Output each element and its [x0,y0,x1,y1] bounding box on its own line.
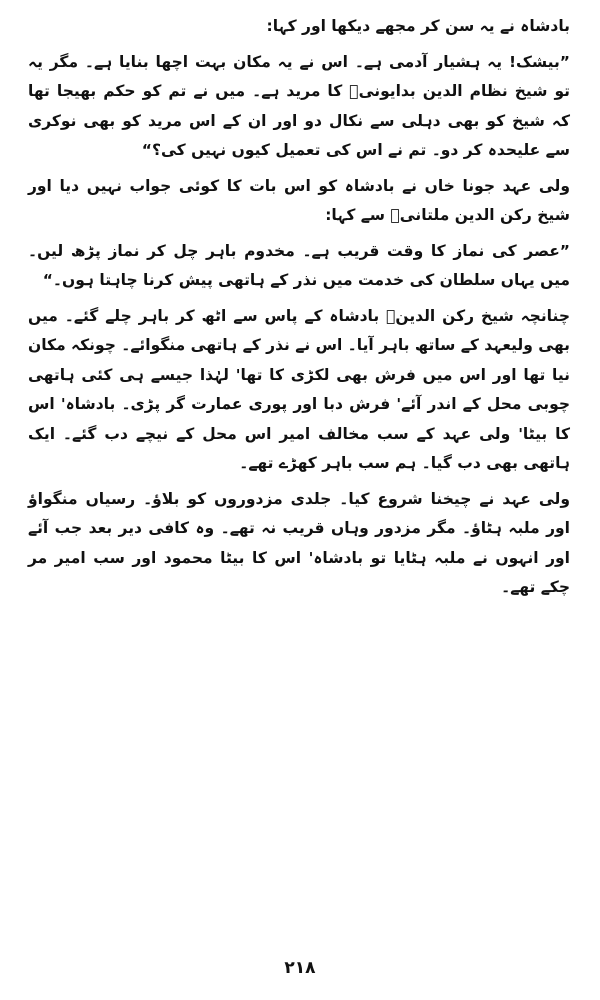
paragraph-king-looks: بادشاہ نے یہ سن کر مجھے دیکھا اور کہا: [266,17,570,35]
paragraph-king-speech: ”بیشک! یہ ہشیار آدمی ہے۔ اس نے یہ مکان بہت اچھا بنایا ہے۔ مگر یہ تو شیخ نظام الدین بدایونیؒ کا مرید ہے۔ میں نے تم کو حکم بھیجا تھا کہ شیخ کو بھی دہلی سے نکال دو اور ان کے اس مرید کو بھی نوکری سے علیحدہ کر دو۔ تم نے اس کی تعمیل کیوں نہیں کی؟“ [28,52,570,159]
paragraph-palace-collapse: چنانچہ شیخ رکن الدینؒ بادشاہ کے پاس سے اٹھ کر باہر چلے گئے۔ میں بھی ولیعہد کے ساتھ باہر آیا۔ اس نے نذر کے ہاتھی منگوائے۔ چونکہ مکان نیا تھا اور اس میں فرش بھی لکڑی کا تھا' لہٰذا جیسے ہی کئی ہاتھی چوبی محل کے اندر آئے' فرش دبا اور پوری عمارت گر پڑی۔ بادشاہ' اس کا بیٹا' ولی عہد کے سب مخالف امیر اس محل کے نیچے دب گئے۔ ایک ہاتھی بھی دب گیا۔ ہم سب باہر کھڑے تھے۔ [28,306,570,472]
paragraph-prayer-time: ”عصر کی نماز کا وقت قریب ہے۔ مخدوم باہر چل کر نماز پڑھ لیں۔ میں یہاں سلطان کی خدمت میں نذر کے ہاتھی پیش کرنا چاہتا ہوں۔“ [28,241,570,289]
body-text [28,12,570,603]
page-number: ۲۱۸ [284,958,316,978]
paragraph-aftermath: ولی عہد نے چیخنا شروع کیا۔ جلدی مزدوروں کو بلاؤ۔ رسیاں منگواؤ اور ملبہ ہٹاؤ۔ مگر مزدور وہاں قریب نہ تھے۔ وہ کافی دیر بعد جب آئے اور انہوں نے ملبہ ہٹایا تو بادشاہ' اس کا بیٹا محمود اور سب امیر مر چکے تھے۔ [28,489,570,596]
paragraph-crown-prince-reply: ولی عہد جونا خاں نے بادشاہ کو اس بات کا کوئی جواب نہیں دیا اور شیخ رکن الدین ملتانیؒ سے کہا: [28,176,570,224]
